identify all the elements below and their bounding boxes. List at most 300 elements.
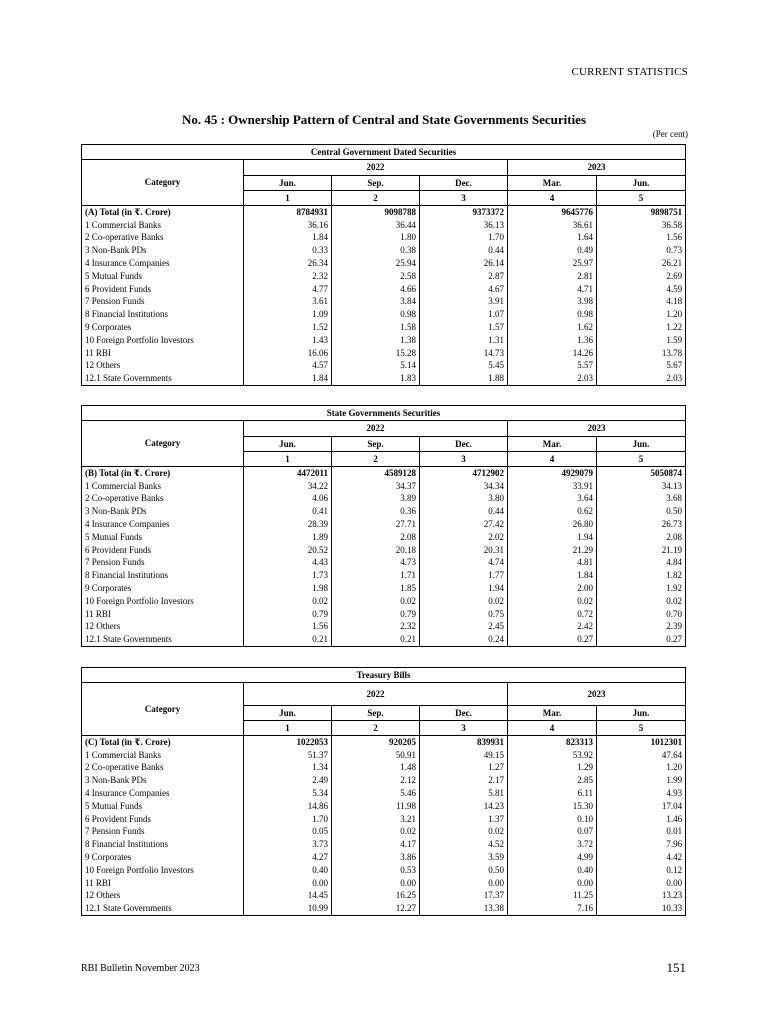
cell-value: 1022053 xyxy=(244,736,332,749)
cell-value: 0.01 xyxy=(597,826,686,839)
cell-value: 1.73 xyxy=(244,569,332,582)
cell-value: 9098788 xyxy=(332,206,420,219)
cell-value: 20.52 xyxy=(244,544,332,557)
cell-value: 4.06 xyxy=(244,493,332,506)
cell-value: 2.00 xyxy=(508,582,597,595)
row-label: 7 Pension Funds xyxy=(82,826,244,839)
table-row xyxy=(82,270,686,283)
cell-value: 1.57 xyxy=(420,321,508,334)
table-row xyxy=(82,360,686,373)
row-label: 6 Provident Funds xyxy=(82,544,244,557)
column-number: 2 xyxy=(332,191,420,206)
cell-value: 25.94 xyxy=(332,257,420,270)
table-row xyxy=(82,749,686,762)
cell-value: 0.79 xyxy=(244,608,332,621)
column-number: 5 xyxy=(597,191,686,206)
cell-value: 0.72 xyxy=(508,608,597,621)
cell-value: 33.91 xyxy=(508,480,597,493)
row-label: 9 Corporates xyxy=(82,582,244,595)
cell-value: 1.71 xyxy=(332,569,420,582)
month-header: Jun. xyxy=(244,437,332,452)
cell-value: 12.27 xyxy=(332,902,420,915)
year-header-row xyxy=(82,160,686,176)
cell-value: 4.59 xyxy=(597,283,686,296)
cell-value: 0.44 xyxy=(420,244,508,257)
table-row xyxy=(82,762,686,775)
cell-value: 6.11 xyxy=(508,787,597,800)
section-header: CURRENT STATISTICS xyxy=(571,66,688,78)
total-row xyxy=(82,206,686,219)
year-2023-header: 2023 xyxy=(508,421,686,437)
row-label: 7 Pension Funds xyxy=(82,296,244,309)
row-label: 4 Insurance Companies xyxy=(82,787,244,800)
cell-value: 1.92 xyxy=(597,582,686,595)
column-number: 4 xyxy=(508,191,597,206)
table-row xyxy=(82,257,686,270)
cell-value: 1.20 xyxy=(597,762,686,775)
cell-value: 15.30 xyxy=(508,800,597,813)
cell-value: 1.31 xyxy=(420,334,508,347)
table-row xyxy=(82,787,686,800)
month-header: Jun. xyxy=(597,706,686,721)
cell-value: 13.38 xyxy=(420,902,508,915)
row-label: 5 Mutual Funds xyxy=(82,270,244,283)
cell-value: 2.08 xyxy=(332,531,420,544)
cell-value: 0.12 xyxy=(597,864,686,877)
table-row xyxy=(82,544,686,557)
cell-value: 2.45 xyxy=(420,621,508,634)
row-label: 6 Provident Funds xyxy=(82,813,244,826)
cell-value: 0.10 xyxy=(508,813,597,826)
year-header-row xyxy=(82,683,686,706)
column-number: 4 xyxy=(508,721,597,736)
row-label: 7 Pension Funds xyxy=(82,557,244,570)
cell-value: 1.58 xyxy=(332,321,420,334)
row-label: 2 Co-operative Banks xyxy=(82,493,244,506)
row-label: 3 Non-Bank PDs xyxy=(82,774,244,787)
row-label: (A) Total (in ₹. Crore) xyxy=(82,206,244,219)
cell-value: 4.57 xyxy=(244,360,332,373)
table-row xyxy=(82,219,686,232)
cell-value: 5050874 xyxy=(597,467,686,480)
column-number: 3 xyxy=(420,191,508,206)
state-govt-securities-table xyxy=(81,405,686,647)
cell-value: 1.82 xyxy=(597,569,686,582)
cell-value: 0.02 xyxy=(508,595,597,608)
row-label: 9 Corporates xyxy=(82,851,244,864)
column-number: 3 xyxy=(420,452,508,467)
cell-value: 3.80 xyxy=(420,493,508,506)
cell-value: 1.27 xyxy=(420,762,508,775)
table-row xyxy=(82,582,686,595)
cell-value: 1.56 xyxy=(244,621,332,634)
cell-value: 1.43 xyxy=(244,334,332,347)
row-label: 10 Foreign Portfolio Investors xyxy=(82,595,244,608)
cell-value: 17.37 xyxy=(420,890,508,903)
cell-value: 26.14 xyxy=(420,257,508,270)
cell-value: 2.81 xyxy=(508,270,597,283)
cell-value: 0.02 xyxy=(420,595,508,608)
cell-value: 0.41 xyxy=(244,505,332,518)
table-row xyxy=(82,505,686,518)
cell-value: 3.68 xyxy=(597,493,686,506)
table-row xyxy=(82,296,686,309)
category-header: Category xyxy=(82,160,244,206)
cell-value: 1.48 xyxy=(332,762,420,775)
cell-value: 2.08 xyxy=(597,531,686,544)
cell-value: 1.36 xyxy=(508,334,597,347)
cell-value: 1.88 xyxy=(420,372,508,385)
row-label: 12 Others xyxy=(82,890,244,903)
row-label: 1 Commercial Banks xyxy=(82,480,244,493)
cell-value: 47.64 xyxy=(597,749,686,762)
cell-value: 3.89 xyxy=(332,493,420,506)
cell-value: 0.24 xyxy=(420,633,508,646)
cell-value: 2.87 xyxy=(420,270,508,283)
cell-value: 1.84 xyxy=(244,372,332,385)
cell-value: 9373372 xyxy=(420,206,508,219)
footer-publication: RBI Bulletin November 2023 xyxy=(81,963,200,974)
column-number: 5 xyxy=(597,452,686,467)
cell-value: 2.49 xyxy=(244,774,332,787)
row-label: 1 Commercial Banks xyxy=(82,749,244,762)
cell-value: 0.98 xyxy=(508,308,597,321)
total-row xyxy=(82,467,686,480)
cell-value: 0.02 xyxy=(597,595,686,608)
cell-value: 5.45 xyxy=(420,360,508,373)
cell-value: 14.45 xyxy=(244,890,332,903)
row-label: 11 RBI xyxy=(82,877,244,890)
cell-value: 0.40 xyxy=(244,864,332,877)
cell-value: 2.03 xyxy=(597,372,686,385)
table-row xyxy=(82,347,686,360)
table-caption: Treasury Bills xyxy=(82,668,686,683)
column-number: 1 xyxy=(244,452,332,467)
cell-value: 34.37 xyxy=(332,480,420,493)
cell-value: 34.34 xyxy=(420,480,508,493)
cell-value: 26.21 xyxy=(597,257,686,270)
table-row xyxy=(82,531,686,544)
year-header-row xyxy=(82,421,686,437)
cell-value: 49.15 xyxy=(420,749,508,762)
cell-value: 4.77 xyxy=(244,283,332,296)
cell-value: 0.27 xyxy=(597,633,686,646)
cell-value: 839931 xyxy=(420,736,508,749)
cell-value: 1.09 xyxy=(244,308,332,321)
row-label: 1 Commercial Banks xyxy=(82,219,244,232)
cell-value: 3.86 xyxy=(332,851,420,864)
cell-value: 823313 xyxy=(508,736,597,749)
cell-value: 4.66 xyxy=(332,283,420,296)
cell-value: 0.75 xyxy=(420,608,508,621)
row-label: (C) Total (in ₹. Crore) xyxy=(82,736,244,749)
cell-value: 14.23 xyxy=(420,800,508,813)
row-label: 8 Financial Institutions xyxy=(82,838,244,851)
category-header: Category xyxy=(82,683,244,736)
cell-value: 0.00 xyxy=(244,877,332,890)
cell-value: 4.27 xyxy=(244,851,332,864)
cell-value: 1.89 xyxy=(244,531,332,544)
row-label: 5 Mutual Funds xyxy=(82,800,244,813)
cell-value: 1.77 xyxy=(420,569,508,582)
cell-value: 5.34 xyxy=(244,787,332,800)
cell-value: 4.18 xyxy=(597,296,686,309)
table-row xyxy=(82,813,686,826)
table-row xyxy=(82,864,686,877)
table-caption-row xyxy=(82,145,686,160)
cell-value: 1.94 xyxy=(508,531,597,544)
cell-value: 20.18 xyxy=(332,544,420,557)
cell-value: 5.46 xyxy=(332,787,420,800)
cell-value: 2.32 xyxy=(244,270,332,283)
row-label: 12.1 State Governments xyxy=(82,372,244,385)
table-row xyxy=(82,633,686,646)
row-label: 4 Insurance Companies xyxy=(82,518,244,531)
cell-value: 2.42 xyxy=(508,621,597,634)
cell-value: 4.67 xyxy=(420,283,508,296)
cell-value: 36.16 xyxy=(244,219,332,232)
cell-value: 1.34 xyxy=(244,762,332,775)
column-number: 3 xyxy=(420,721,508,736)
month-header: Dec. xyxy=(420,706,508,721)
row-label: (B) Total (in ₹. Crore) xyxy=(82,467,244,480)
cell-value: 15.28 xyxy=(332,347,420,360)
month-header: Mar. xyxy=(508,176,597,191)
cell-value: 0.50 xyxy=(597,505,686,518)
month-header: Sep. xyxy=(332,437,420,452)
row-label: 12.1 State Governments xyxy=(82,902,244,915)
cell-value: 0.62 xyxy=(508,505,597,518)
cell-value: 1.85 xyxy=(332,582,420,595)
cell-value: 16.25 xyxy=(332,890,420,903)
table-row xyxy=(82,372,686,385)
cell-value: 1.94 xyxy=(420,582,508,595)
cell-value: 1.99 xyxy=(597,774,686,787)
cell-value: 0.21 xyxy=(244,633,332,646)
month-header: Sep. xyxy=(332,706,420,721)
year-2023-header: 2023 xyxy=(508,683,686,706)
table-row xyxy=(82,826,686,839)
year-2023-header: 2023 xyxy=(508,160,686,176)
cell-value: 1.98 xyxy=(244,582,332,595)
cell-value: 3.98 xyxy=(508,296,597,309)
table-row xyxy=(82,334,686,347)
month-header: Jun. xyxy=(244,706,332,721)
cell-value: 16.06 xyxy=(244,347,332,360)
cell-value: 1.84 xyxy=(508,569,597,582)
cell-value: 1.83 xyxy=(332,372,420,385)
cell-value: 1.38 xyxy=(332,334,420,347)
table-row xyxy=(82,595,686,608)
row-label: 10 Foreign Portfolio Investors xyxy=(82,334,244,347)
cell-value: 26.80 xyxy=(508,518,597,531)
row-label: 9 Corporates xyxy=(82,321,244,334)
cell-value: 1.80 xyxy=(332,232,420,245)
cell-value: 9898751 xyxy=(597,206,686,219)
cell-value: 1.62 xyxy=(508,321,597,334)
cell-value: 3.73 xyxy=(244,838,332,851)
month-header: Dec. xyxy=(420,437,508,452)
cell-value: 5.81 xyxy=(420,787,508,800)
cell-value: 4.84 xyxy=(597,557,686,570)
cell-value: 53.92 xyxy=(508,749,597,762)
row-label: 4 Insurance Companies xyxy=(82,257,244,270)
column-number: 2 xyxy=(332,452,420,467)
cell-value: 1.52 xyxy=(244,321,332,334)
cell-value: 0.00 xyxy=(332,877,420,890)
cell-value: 14.73 xyxy=(420,347,508,360)
cell-value: 0.40 xyxy=(508,864,597,877)
cell-value: 26.73 xyxy=(597,518,686,531)
cell-value: 0.27 xyxy=(508,633,597,646)
table-row xyxy=(82,518,686,531)
cell-value: 5.67 xyxy=(597,360,686,373)
cell-value: 2.02 xyxy=(420,531,508,544)
cell-value: 7.96 xyxy=(597,838,686,851)
row-label: 11 RBI xyxy=(82,608,244,621)
cell-value: 2.12 xyxy=(332,774,420,787)
row-label: 2 Co-operative Banks xyxy=(82,762,244,775)
cell-value: 1.64 xyxy=(508,232,597,245)
unit-note: (Per cent) xyxy=(652,129,688,139)
cell-value: 2.69 xyxy=(597,270,686,283)
cell-value: 0.49 xyxy=(508,244,597,257)
cell-value: 0.02 xyxy=(332,595,420,608)
cell-value: 9645776 xyxy=(508,206,597,219)
column-number: 1 xyxy=(244,721,332,736)
cell-value: 0.00 xyxy=(508,877,597,890)
cell-value: 920205 xyxy=(332,736,420,749)
cell-value: 2.58 xyxy=(332,270,420,283)
cell-value: 0.33 xyxy=(244,244,332,257)
cell-value: 0.00 xyxy=(597,877,686,890)
cell-value: 4929079 xyxy=(508,467,597,480)
row-label: 6 Provident Funds xyxy=(82,283,244,296)
cell-value: 0.98 xyxy=(332,308,420,321)
row-label: 8 Financial Institutions xyxy=(82,569,244,582)
year-2022-header: 2022 xyxy=(244,683,508,706)
month-header: Jun. xyxy=(244,176,332,191)
cell-value: 1012301 xyxy=(597,736,686,749)
cell-value: 1.46 xyxy=(597,813,686,826)
cell-value: 3.61 xyxy=(244,296,332,309)
row-label: 11 RBI xyxy=(82,347,244,360)
cell-value: 36.58 xyxy=(597,219,686,232)
cell-value: 0.21 xyxy=(332,633,420,646)
cell-value: 34.13 xyxy=(597,480,686,493)
cell-value: 4.81 xyxy=(508,557,597,570)
column-number: 4 xyxy=(508,452,597,467)
cell-value: 0.02 xyxy=(332,826,420,839)
cell-value: 4472011 xyxy=(244,467,332,480)
table-row xyxy=(82,774,686,787)
month-header: Jun. xyxy=(597,176,686,191)
treasury-bills-table xyxy=(81,667,686,916)
row-label: 2 Co-operative Banks xyxy=(82,232,244,245)
cell-value: 14.86 xyxy=(244,800,332,813)
table-row xyxy=(82,493,686,506)
page-title: No. 45 : Ownership Pattern of Central and State Governments Securities xyxy=(181,112,587,127)
cell-value: 5.57 xyxy=(508,360,597,373)
table-row xyxy=(82,890,686,903)
cell-value: 2.39 xyxy=(597,621,686,634)
cell-value: 3.84 xyxy=(332,296,420,309)
cell-value: 0.02 xyxy=(244,595,332,608)
column-number: 1 xyxy=(244,191,332,206)
year-2022-header: 2022 xyxy=(244,160,508,176)
cell-value: 51.37 xyxy=(244,749,332,762)
row-label: 10 Foreign Portfolio Investors xyxy=(82,864,244,877)
column-number: 5 xyxy=(597,721,686,736)
month-header: Mar. xyxy=(508,706,597,721)
row-label: 12.1 State Governments xyxy=(82,633,244,646)
cell-value: 36.61 xyxy=(508,219,597,232)
cell-value: 3.21 xyxy=(332,813,420,826)
table-row xyxy=(82,621,686,634)
table-caption-row xyxy=(82,406,686,421)
row-label: 8 Financial Institutions xyxy=(82,308,244,321)
table-row xyxy=(82,877,686,890)
cell-value: 4.71 xyxy=(508,283,597,296)
cell-value: 5.14 xyxy=(332,360,420,373)
table-row xyxy=(82,232,686,245)
cell-value: 0.05 xyxy=(244,826,332,839)
row-label: 12 Others xyxy=(82,621,244,634)
cell-value: 2.03 xyxy=(508,372,597,385)
cell-value: 1.29 xyxy=(508,762,597,775)
cell-value: 0.07 xyxy=(508,826,597,839)
cell-value: 1.07 xyxy=(420,308,508,321)
cell-value: 1.56 xyxy=(597,232,686,245)
month-header: Mar. xyxy=(508,437,597,452)
cell-value: 0.44 xyxy=(420,505,508,518)
row-label: 3 Non-Bank PDs xyxy=(82,244,244,257)
table-caption: Central Government Dated Securities xyxy=(82,145,686,160)
category-header: Category xyxy=(82,421,244,467)
cell-value: 2.32 xyxy=(332,621,420,634)
column-number: 2 xyxy=(332,721,420,736)
row-label: 3 Non-Bank PDs xyxy=(82,505,244,518)
table-row xyxy=(82,838,686,851)
month-header: Dec. xyxy=(420,176,508,191)
cell-value: 4.74 xyxy=(420,557,508,570)
cell-value: 0.36 xyxy=(332,505,420,518)
cell-value: 1.84 xyxy=(244,232,332,245)
cell-value: 17.04 xyxy=(597,800,686,813)
total-row xyxy=(82,736,686,749)
cell-value: 11.25 xyxy=(508,890,597,903)
row-label: 5 Mutual Funds xyxy=(82,531,244,544)
cell-value: 1.70 xyxy=(244,813,332,826)
table-row xyxy=(82,244,686,257)
central-govt-securities-table xyxy=(81,144,686,386)
cell-value: 21.29 xyxy=(508,544,597,557)
cell-value: 0.00 xyxy=(420,877,508,890)
cell-value: 3.72 xyxy=(508,838,597,851)
table-caption: State Governments Securities xyxy=(82,406,686,421)
cell-value: 1.70 xyxy=(420,232,508,245)
table-row xyxy=(82,308,686,321)
cell-value: 13.78 xyxy=(597,347,686,360)
page-number: 151 xyxy=(666,960,686,975)
cell-value: 2.85 xyxy=(508,774,597,787)
cell-value: 26.34 xyxy=(244,257,332,270)
table-caption-row xyxy=(82,668,686,683)
cell-value: 3.64 xyxy=(508,493,597,506)
table-row xyxy=(82,283,686,296)
cell-value: 4589128 xyxy=(332,467,420,480)
cell-value: 0.79 xyxy=(332,608,420,621)
